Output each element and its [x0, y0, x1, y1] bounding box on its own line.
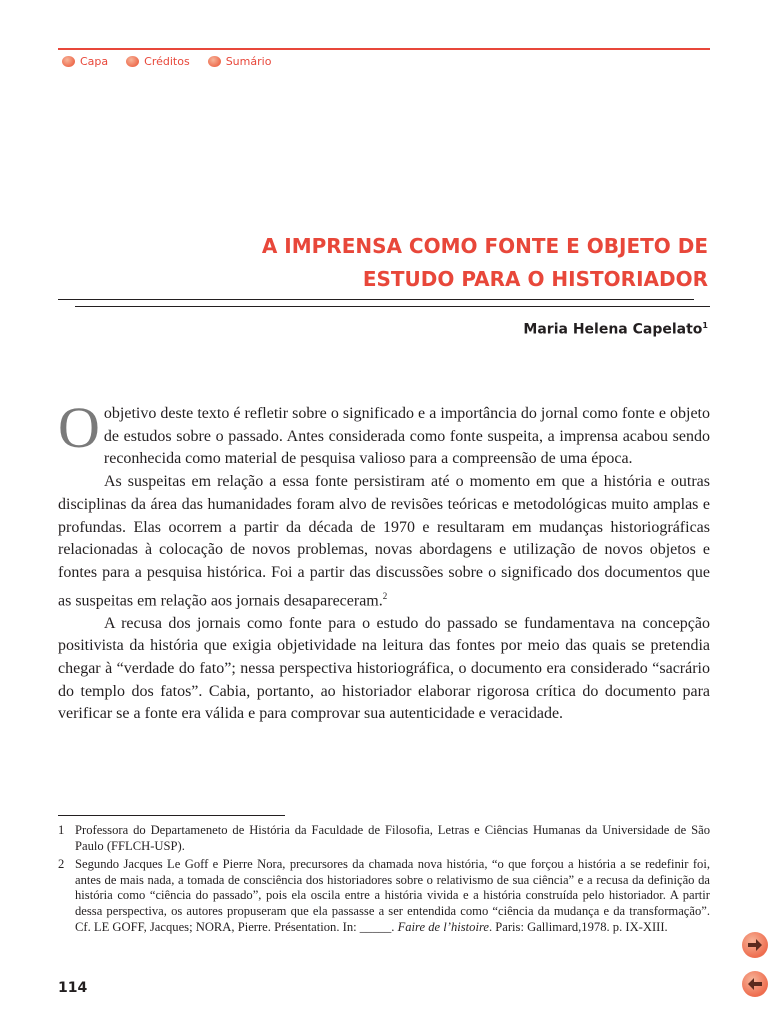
- paragraph-text: As suspeitas em relação a essa fonte persistiram até o momento em que a história e outras disciplinas da área das humanidades foram alvo de revisões teóricas e metodológicas muito amplas e profundas. Elas ocorrem a partir da década de 1970 e resultaram em mudanças historiográficas relacionadas à colocação de novos problemas, novas abordagens e utilização de novos objetos e fontes para a pesquisa histórica. Foi a partir das discussões sobre o significado dos documentos que as suspeitas em relação aos jornais desapareceram.: [58, 473, 710, 609]
- footnote: [58, 823, 710, 854]
- footnote-ref: 2: [382, 590, 388, 601]
- title-divider: [75, 306, 710, 307]
- circle-bullet-icon: [62, 56, 75, 67]
- nav-item-sumario[interactable]: [208, 55, 272, 68]
- footnote-number: 2: [58, 857, 65, 872]
- paragraph-text: objetivo deste texto é refletir sobre o significado e a importância do jornal como fonte e objeto de estudos sobre o passado. Antes considerada como fonte suspeita, a imprensa acabou sendo reconhecida como material de pesquisa valioso para a compreensão de uma época.: [103, 405, 710, 468]
- footnote-text-tail: . Paris: Gallimard,1978. p. IX-XIII.: [488, 919, 668, 934]
- nav-item-label: Sumário: [225, 55, 272, 68]
- footnote-italic: Faire de l’histoire: [397, 919, 489, 934]
- footnote-text: Segundo Jacques Le Goff e Pierre Nora, precursores da chamada nova história, “o que forçou a história a se redefinir foi, antes de mais nada, a tomada de consciência dos historiadores sobre o relativismo de sua ciência” e a recusa da definição da história como “ciência do passado”, pois ela oscila entre a história vivida e a história construída pelo historiador. A partir dessa perspectiva, os autores propuseram que ela passasse a ser entendida como “ciência da mudança e da transformação”. Cf. LE GOFF, Jacques; NORA, Pierre. Présentation. In: _____.: [75, 857, 710, 934]
- footnote-number: 1: [58, 823, 65, 837]
- nav-item-label: Capa: [80, 55, 109, 68]
- footnotes: [58, 823, 710, 938]
- nav-item-label: Créditos: [144, 55, 190, 68]
- paragraph: [58, 471, 710, 613]
- article-title-line: A IMPRENSA COMO FONTE E OBJETO DE: [261, 234, 708, 258]
- arrow-left-icon: [747, 978, 763, 990]
- paragraph: [58, 613, 710, 727]
- footnote-text: Professora do Departameneto de História da Faculdade de Filosofia, Letras e Ciências Humanas da Universidade de São Paulo (FFLCH-USP).: [75, 823, 710, 853]
- arrow-right-icon: [747, 939, 763, 951]
- circle-bullet-icon: [126, 56, 139, 67]
- top-nav: [62, 55, 271, 68]
- author-name: [523, 321, 708, 338]
- drop-cap: O: [58, 395, 100, 460]
- article-body: [58, 395, 710, 726]
- article-title: [262, 230, 708, 296]
- previous-page-button[interactable]: [742, 971, 768, 997]
- nav-item-creditos[interactable]: [126, 55, 190, 68]
- footnote: [58, 857, 710, 935]
- footnote-divider: [58, 815, 285, 816]
- article-title-line: ESTUDO PARA O HISTORIADOR: [362, 267, 708, 291]
- author-name-text: Maria Helena Capelato: [523, 321, 703, 338]
- title-divider: [58, 299, 694, 300]
- footnote-text-wrap: [75, 857, 710, 935]
- footnote-ref: 1: [702, 321, 708, 330]
- page-number: 114: [58, 980, 88, 996]
- circle-bullet-icon: [208, 56, 221, 67]
- next-page-button[interactable]: [742, 932, 768, 958]
- top-divider: [58, 48, 710, 50]
- nav-item-capa[interactable]: [62, 55, 108, 68]
- paragraph: [58, 395, 710, 471]
- paragraph-text: A recusa dos jornais como fonte para o estudo do passado se fundamentava na concepção positivista da história que exigia objetividade na leitura das fontes por meio das quais se pretendia chegar à “verdade do fato”; nessa perspectiva historiográfica, o documento era considerado “sacrário do templo dos fatos”. Cabia, portanto, ao historiador elaborar rigorosa crítica do documento para verificar se a fonte era válida e para comprovar sua autenticidade e veracidade.: [58, 614, 710, 723]
